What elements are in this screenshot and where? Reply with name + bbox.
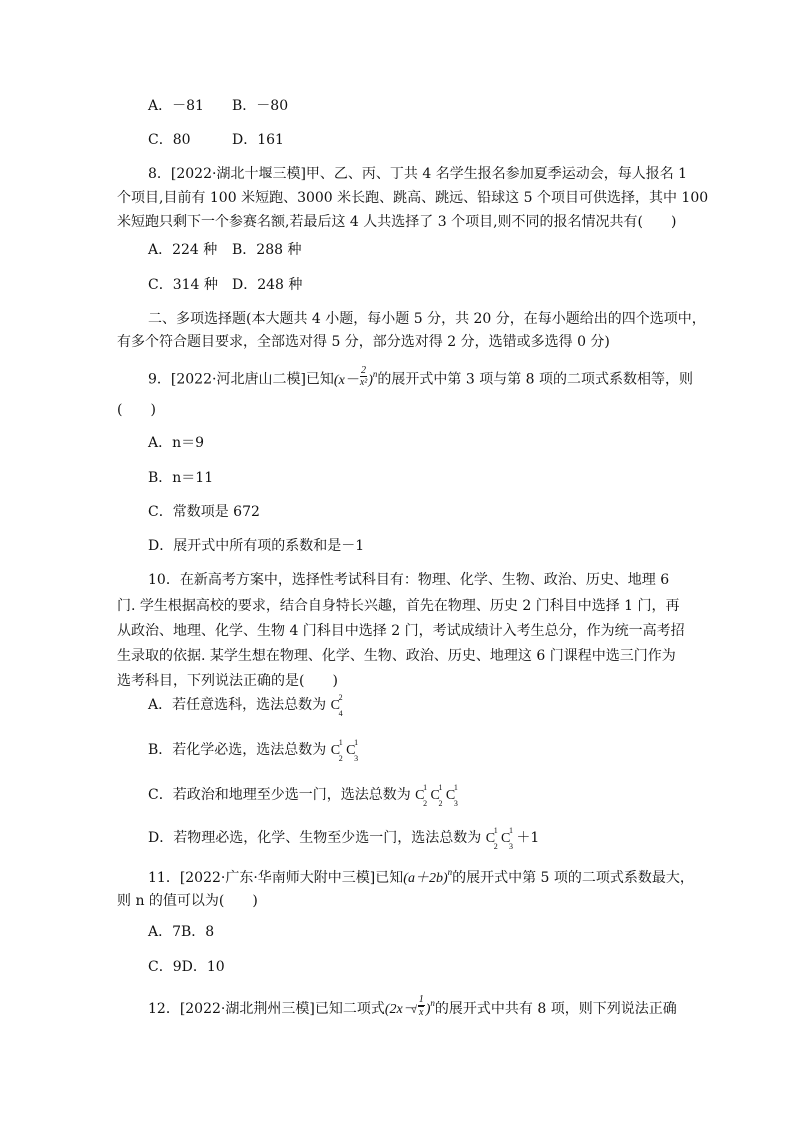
q11-stem-line1: 11．[2022·广东·华南师大附中三模]已知$(a+2b)^n$的展开式中第 5 项的二项式系数最大， (148, 867, 694, 886)
q9-option-b: B．n＝11 (148, 470, 214, 486)
section2-heading-line2: 有多个符合题目要求，全部选对得 5 分，部分选对得 2 分，选错或多选得 0 分) (117, 334, 610, 350)
q8-stem-line3: 米短跑只剩下一个参赛名额,若最后这 4 人共选择了 3 个项目,则不同的报名情况共有( ) (117, 214, 677, 230)
q10-option-c: C．若政治和地理至少选一门，选法总数为 C 1 2 C 1 2 C 1 3 (148, 786, 461, 805)
q8-option-d: D．248 种 (232, 277, 303, 293)
q11-option-ab: A．7B．8 (148, 924, 215, 940)
q10-combination-c2-1b: C 1 2 (430, 783, 443, 808)
q10-option-d: D．若物理必选，化学、生物至少选一门，选法总数为 C 1 2 C 1 3 ＋1 (148, 826, 540, 851)
q7-option-a: A．－81 (148, 98, 204, 114)
q9-option-a: A．n＝9 (148, 435, 205, 451)
q10-stem-line2: 门. 学生根据高校的要求，结合自身特长兴趣，首先在物理、历史 2 门科目中选择 1 门，再 (117, 598, 680, 614)
q12-fraction: 1 √ x (418, 994, 425, 1018)
q7-option-c: C．80 (148, 132, 191, 148)
q11-stem-line2: 则 n 的值可以为( ) (117, 893, 258, 909)
q10-combination-c3-1: C 1 3 (445, 783, 458, 808)
q11-option-cd: C．9D．10 (148, 959, 225, 975)
q10-stem-line1: 10．在新高考方案中，选择性考试科目有：物理、化学、生物、政治、历史、地理 6 (148, 572, 670, 588)
q9-stem-line1 (148, 365, 694, 392)
q9-prefix: 9．[2022·河北唐山二模]已知 (148, 371, 334, 388)
q8-stem-line1: 8．[2022·湖北十堰三模]甲、乙、丙、丁共 4 名学生报名参加夏季运动会，每人报名 1 (148, 166, 688, 182)
q10-combination-c3-1: C 1 3 (346, 738, 359, 763)
section2-heading-line1: 二、多项选择题(本大题共 4 小题，每小题 5 分，共 20 分，在每小题给出的四个选项中， (148, 311, 706, 327)
q8-stem-line2: 个项目,目前有 100 米短跑、3000 米长跑、跳高、跳远、铅球这 5 个项目可供选择，其中 100 (117, 190, 709, 206)
q10-stem-line5: 选考科目，下列说法正确的是( ) (117, 673, 338, 689)
q10-combination-c4-2: C 2 4 (330, 693, 343, 718)
q9-suffix: 的展开式中第 3 项与第 8 项的二项式系数相等，则 (377, 371, 694, 388)
q12-stem-line1: 12．[2022·湖北荆州三模]已知二项式(2x－ 1 √ x )$^n$的展开式中共有 8 项，则下列说法正确 (148, 998, 677, 1022)
q9-formula: (x－ $\frac{2}{\text{x²}}$ )$^n$ (333, 365, 378, 388)
q8-option-c: C．314 种 (148, 277, 218, 293)
q7-option-d: D．161 (232, 132, 284, 148)
q11-formula: $(a+2b)^n$ (403, 867, 453, 886)
q9-fraction: $\frac{2}{\text{x²}}$ (359, 365, 368, 388)
q12-formula: (2x－ 1 √ x )$^n$ (385, 1002, 435, 1017)
q10-combination-c2-1: C 1 2 (485, 826, 498, 851)
q10-option-b: B．若化学必选，选法总数为 C 1 2 C 1 3 (148, 741, 361, 760)
q10-stem-line4: 生录取的依据. 某学生想在物理、化学、生物、政治、历史、地理这 6 门课程中选三门作为 (117, 648, 676, 664)
q9-option-d: D．展开式中所有项的系数和是－1 (148, 538, 365, 554)
q10-option-a: A．若任意选科，选法总数为 C 2 4 (148, 696, 346, 715)
q10-combination-c2-1: C 1 2 (330, 738, 343, 763)
q9-answer-paren: ( ) (117, 402, 156, 418)
q8-option-b: B．288 种 (232, 242, 302, 258)
q10-combination-c3-1: C 1 3 (501, 826, 514, 851)
q10-stem-line3: 从政治、地理、化学、生物 4 门科目中选择 2 门，考试成绩计入考生总分，作为统一高考招 (117, 623, 685, 639)
q7-option-b: B．－80 (232, 98, 289, 114)
q10-combination-c2-1: C 1 2 (415, 783, 428, 808)
q8-option-a: A．224 种 (148, 242, 218, 258)
q9-option-c: C．常数项是 672 (148, 504, 260, 520)
